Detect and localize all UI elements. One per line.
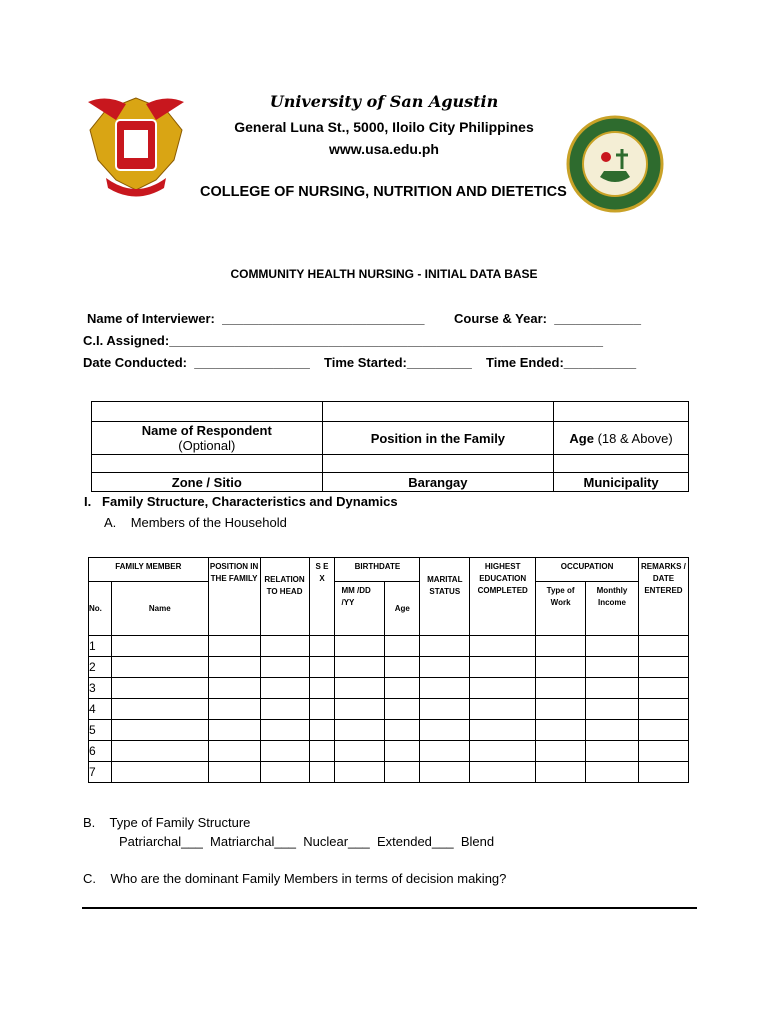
cell[interactable] xyxy=(420,678,470,699)
cell[interactable] xyxy=(208,720,260,741)
cell[interactable] xyxy=(586,699,639,720)
no-header: No. xyxy=(89,582,112,636)
university-website: www.usa.edu.ph xyxy=(329,141,439,157)
cell[interactable] xyxy=(335,657,385,678)
cell[interactable] xyxy=(536,636,586,657)
relation-header: RELATION TO HEAD xyxy=(260,558,309,636)
cell[interactable] xyxy=(536,741,586,762)
ci-assigned-field[interactable]: C.I. Assigned:____________________________________________________________ xyxy=(83,333,603,348)
cell[interactable] xyxy=(111,678,208,699)
cell[interactable] xyxy=(638,762,688,783)
cell[interactable] xyxy=(111,741,208,762)
cell[interactable] xyxy=(260,657,309,678)
cell[interactable] xyxy=(586,678,639,699)
cell[interactable] xyxy=(554,402,689,422)
section-b-title: B. Type of Family Structure xyxy=(83,815,251,830)
cell[interactable] xyxy=(470,636,536,657)
cell[interactable] xyxy=(111,720,208,741)
cell[interactable] xyxy=(322,455,554,473)
cell[interactable] xyxy=(638,699,688,720)
row-number: 3 xyxy=(89,678,112,699)
cell[interactable] xyxy=(420,636,470,657)
cell[interactable] xyxy=(638,678,688,699)
cell[interactable] xyxy=(385,720,420,741)
university-name: University of San Agustin xyxy=(269,92,499,111)
cell[interactable] xyxy=(208,741,260,762)
cell[interactable] xyxy=(335,678,385,699)
cell[interactable] xyxy=(385,699,420,720)
cell[interactable] xyxy=(309,657,335,678)
cell[interactable] xyxy=(420,720,470,741)
cell[interactable] xyxy=(260,636,309,657)
position-header: Position in the Family xyxy=(322,422,554,455)
education-header: HIGHEST EDUCATION COMPLETED xyxy=(470,558,536,636)
cell[interactable] xyxy=(586,762,639,783)
table-row xyxy=(89,720,689,741)
cell[interactable] xyxy=(309,720,335,741)
cell[interactable] xyxy=(470,762,536,783)
cell[interactable] xyxy=(420,699,470,720)
row-number: 5 xyxy=(89,720,112,741)
cell[interactable] xyxy=(260,741,309,762)
respondent-table xyxy=(91,401,689,492)
cell[interactable] xyxy=(385,678,420,699)
household-members-table xyxy=(88,557,689,783)
table-row xyxy=(89,678,689,699)
occupation-header: OCCUPATION xyxy=(536,558,639,582)
cell[interactable] xyxy=(586,636,639,657)
course-year-field[interactable]: Course & Year: ____________ xyxy=(454,311,641,326)
zone-header: Zone / Sitio xyxy=(92,473,323,492)
cell[interactable] xyxy=(260,678,309,699)
section-a-title: A. Members of the Household xyxy=(104,515,287,530)
row-number: 4 xyxy=(89,699,112,720)
table-row xyxy=(89,762,689,783)
cell[interactable] xyxy=(385,657,420,678)
college-name: COLLEGE OF NURSING, NUTRITION AND DIETETICS xyxy=(200,184,567,200)
cell[interactable] xyxy=(260,699,309,720)
cell[interactable] xyxy=(335,762,385,783)
marital-header: MARITAL STATUS xyxy=(420,558,470,636)
cell[interactable] xyxy=(586,657,639,678)
cell[interactable] xyxy=(420,762,470,783)
date-conducted-field[interactable]: Date Conducted: ________________ xyxy=(83,355,310,370)
table-row xyxy=(89,657,689,678)
cell[interactable] xyxy=(309,699,335,720)
time-started-field[interactable]: Time Started:_________ xyxy=(324,355,472,370)
cell[interactable] xyxy=(638,636,688,657)
cell[interactable] xyxy=(335,636,385,657)
cell[interactable] xyxy=(470,657,536,678)
remarks-header: REMARKS / DATE ENTERED xyxy=(638,558,688,636)
cell[interactable] xyxy=(638,720,688,741)
section-1-title: I. Family Structure, Characteristics and Dynamics xyxy=(84,494,398,509)
cell[interactable] xyxy=(260,762,309,783)
cell[interactable] xyxy=(208,678,260,699)
family-structure-options[interactable]: Patriarchal___ Matriarchal___ Nuclear___ Extended___ Blend xyxy=(119,834,495,849)
cell[interactable] xyxy=(92,402,323,422)
cell[interactable] xyxy=(208,762,260,783)
name-header: Name xyxy=(111,582,208,636)
birthdate-header: BIRTHDATE xyxy=(335,558,420,582)
cell[interactable] xyxy=(586,741,639,762)
cell[interactable] xyxy=(470,741,536,762)
cell[interactable] xyxy=(208,699,260,720)
time-ended-field[interactable]: Time Ended:__________ xyxy=(486,355,637,370)
cell[interactable] xyxy=(470,678,536,699)
cell[interactable] xyxy=(385,741,420,762)
row-number: 7 xyxy=(89,762,112,783)
mmddyy-header: MM /DD /YY xyxy=(335,582,385,636)
table-row xyxy=(89,699,689,720)
municipality-header: Municipality xyxy=(554,473,689,492)
income-header: Monthly Income xyxy=(586,582,639,636)
barangay-header: Barangay xyxy=(322,473,554,492)
cell[interactable] xyxy=(111,762,208,783)
table-row xyxy=(89,741,689,762)
cell[interactable] xyxy=(335,720,385,741)
cell[interactable] xyxy=(335,741,385,762)
cell[interactable] xyxy=(586,720,639,741)
cell[interactable] xyxy=(420,657,470,678)
age-header: Age (18 & Above) xyxy=(554,422,689,455)
cell[interactable] xyxy=(420,741,470,762)
cell[interactable] xyxy=(470,720,536,741)
cell[interactable] xyxy=(322,402,554,422)
age-header: Age xyxy=(385,582,420,636)
cell[interactable] xyxy=(335,699,385,720)
section-c-title: C. Who are the dominant Family Members in terms of decision making? xyxy=(83,871,507,886)
position-header: POSITION IN THE FAMILY xyxy=(208,558,260,636)
interviewer-field[interactable]: Name of Interviewer: ____________________________ xyxy=(87,311,425,326)
university-address: General Luna St., 5000, Iloilo City Philippines xyxy=(234,119,534,135)
cell[interactable] xyxy=(536,657,586,678)
answer-line[interactable] xyxy=(82,907,697,909)
cell[interactable] xyxy=(638,657,688,678)
cell[interactable] xyxy=(111,657,208,678)
cell[interactable] xyxy=(385,762,420,783)
cell[interactable] xyxy=(208,636,260,657)
table-row xyxy=(89,636,689,657)
row-number: 1 xyxy=(89,636,112,657)
cell[interactable] xyxy=(536,762,586,783)
family-member-header: FAMILY MEMBER xyxy=(89,558,209,582)
sex-header: S E X xyxy=(309,558,335,636)
cell[interactable] xyxy=(111,636,208,657)
form-title: COMMUNITY HEALTH NURSING - INITIAL DATA BASE xyxy=(230,267,538,281)
cell[interactable] xyxy=(309,762,335,783)
cell[interactable] xyxy=(536,678,586,699)
cell[interactable] xyxy=(309,636,335,657)
cell[interactable] xyxy=(470,699,536,720)
cell[interactable] xyxy=(385,636,420,657)
row-number: 2 xyxy=(89,657,112,678)
type-work-header: Type of Work xyxy=(536,582,586,636)
cell[interactable] xyxy=(309,741,335,762)
cell[interactable] xyxy=(111,699,208,720)
cell[interactable] xyxy=(208,657,260,678)
row-number: 6 xyxy=(89,741,112,762)
cell[interactable] xyxy=(554,455,689,473)
cell[interactable] xyxy=(536,699,586,720)
cell[interactable] xyxy=(260,720,309,741)
cell[interactable] xyxy=(92,455,323,473)
cell[interactable] xyxy=(638,741,688,762)
cell[interactable] xyxy=(536,720,586,741)
respondent-name-header: Name of Respondent (Optional) xyxy=(92,422,323,455)
cell[interactable] xyxy=(309,678,335,699)
